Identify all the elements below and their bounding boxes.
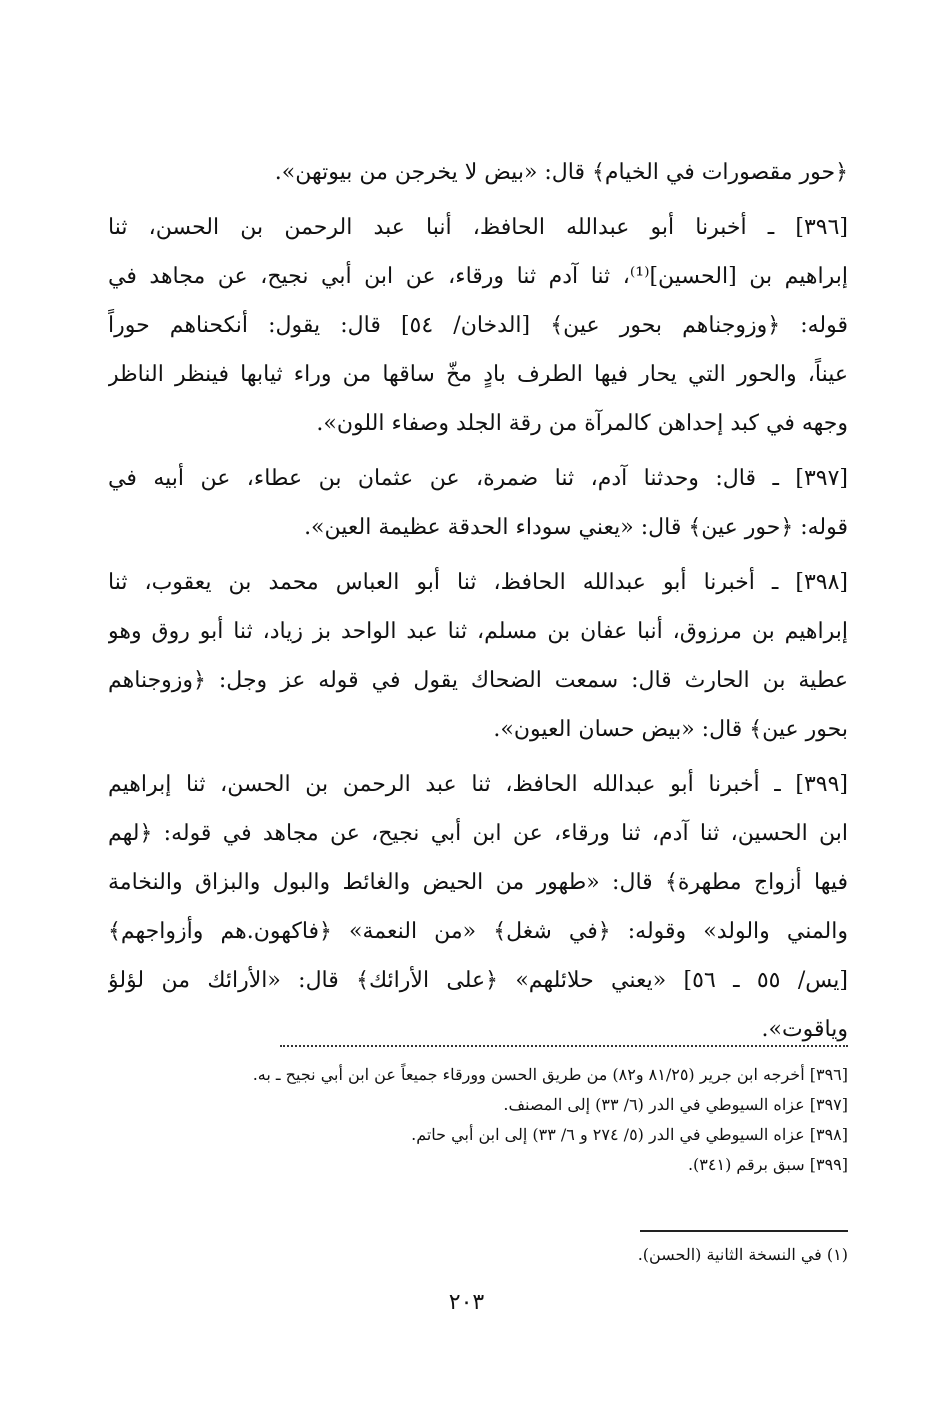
text-line: بحور عين﴾ قال: «بيض حسان العيون». [493,717,848,742]
text-line: إبراهيم بن [الحسين]⁽¹⁾، ثنا آدم ثنا ورقاء، عن ابن أبي نجيح، عن مجاهد في [108,264,848,289]
footnote: [٣٩٦] أخرجه ابن جرير (٨١/٢٥ و٨٢) من طريق الحسن وورقاء جميعاً عن ابن أبي نجيح ـ به. [252,1065,848,1084]
main-text [108,148,848,1060]
text-line: قوله: ﴿وزوجناهم بحور عين﴾ [الدخان/ ٥٤] قال: يقول: أنكحناهم حوراً [108,313,848,338]
text-line: ﴿حور مقصورات في الخيام﴾ قال: «بيض لا يخرجن من بيوتهن». [274,160,848,185]
footnotes [108,1060,848,1180]
paragraph-397 [108,454,848,552]
text-line: [٣٩٧] ـ قال: وحدثنا آدم، ثنا ضمرة، عن عثمان بن عطاء، عن أبيه في [108,466,848,491]
footnote: [٣٩٨] عزاه السيوطي في الدر (٥/ ٢٧٤ و ٦/ ٣٣) إلى ابن أبي حاتم. [411,1125,848,1144]
margin-note: (١) في النسخة الثانية (الحسن). [637,1245,848,1264]
text-line: [٣٩٩] ـ أخبرنا أبو عبدالله الحافظ، ثنا عبد الرحمن بن الحسن، ثنا إبراهيم [108,772,848,797]
text-line: فيها أزواج مطهرة﴾ قال: «طهور من الحيض والغائط والبول والبزاق والنخامة [108,870,848,895]
text-line: وياقوت». [761,1017,848,1042]
footnote: [٣٩٩] سبق برقم (٣٤١). [687,1155,848,1174]
text-line: [يس/ ٥٥ ـ ٥٦] «يعني حلائلهم» ﴿على الأرائك﴾ قال: «الأرائك من لؤلؤ [108,968,848,993]
footnote: [٣٩٧] عزاه السيوطي في الدر (٦/ ٣٣) إلى المصنف. [503,1095,848,1114]
text-line: [٣٩٨] ـ أخبرنا أبو عبدالله الحافظ، ثنا أبو العباس محمد بن يعقوب، ثنا [108,570,848,595]
text-line: عيناً، والحور التي يحار فيها الطرف بادٍ مخّ ساقها من وراء ثيابها فينظر الناظر [108,362,848,387]
text-line: [٣٩٦] ـ أخبرنا أبو عبدالله الحافظ، أنبا عبد الرحمن بن الحسن، ثنا [108,215,848,240]
text-line: قوله: ﴿حور عين﴾ قال: «يعني سوداء الحدقة عظيمة العين». [304,515,848,540]
text-line: عطية بن الحارث قال: سمعت الضحاك يقول في قوله عز وجل: ﴿وزوجناهم [108,668,848,693]
margin-note-rule [640,1230,848,1232]
text-line: والمني والولد» وقوله: ﴿في شغل﴾ «من النعمة» ﴿فاكهون.هم وأزواجهم﴾ [108,919,848,944]
text-line: وجهه في كبد إحداهن كالمرآة من رقة الجلد وصفاء اللون». [316,411,848,436]
footnote-separator [280,1045,848,1047]
paragraph-399 [108,760,848,1054]
text-line: إبراهيم بن مرزوق، أنبا عفان بن مسلم، ثنا عبد الواحد بز زياد، ثنا أبو روق وهو [108,619,848,644]
paragraph-396 [108,203,848,448]
paragraph [108,148,848,197]
text-line: ابن الحسين، ثنا آدم، ثنا ورقاء، عن ابن أبي نجيح، عن مجاهد في قوله: ﴿لهم [108,821,848,846]
page-number: ٢٠٣ [448,1290,485,1315]
paragraph-398 [108,558,848,754]
